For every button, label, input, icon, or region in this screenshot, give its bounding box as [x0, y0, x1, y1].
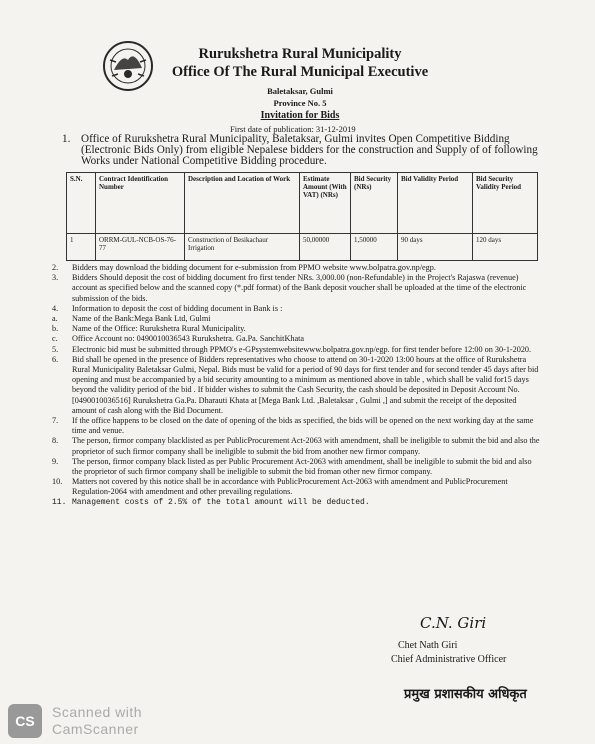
col-estimate: Estimate Amount (With VAT) (NRs): [300, 173, 351, 234]
province: Province No. 5: [273, 98, 327, 108]
col-contract-id: Contract Identification Number: [96, 173, 185, 234]
item-text: Electronic bid must be submitted through PPMO's e-GPsystemwebsitewww.bolpatra.gov.np/egp. for first tender before 12:00 on 30-1-2020.: [72, 344, 532, 354]
col-sn: S.N.: [67, 173, 96, 234]
camscanner-logo-icon: CS: [8, 704, 42, 738]
intro-paragraph: [62, 134, 542, 167]
list-item: [52, 324, 542, 334]
table-cell: 50,00000: [300, 234, 351, 261]
item-number: 8.: [52, 436, 59, 446]
col-description: Description and Location of Work: [185, 173, 300, 234]
item-number: 6.: [52, 354, 59, 364]
item-text: Name of the Bank:Mega Bank Ltd, Gulmi: [72, 314, 211, 324]
list-item: [52, 477, 542, 497]
item-number: 11.: [52, 497, 67, 507]
office-title: Office Of The Rural Municipal Executive: [171, 64, 429, 80]
table-cell: 90 days: [398, 234, 473, 261]
item-text: Bidders may download the bidding document for e-submission from PPMO website www.bolpatra.gov.np/egp.: [72, 263, 436, 272]
intro-text: Office of Rurukshetra Rural Municipality, Baletaksar, Gulmi invites Open Competitive Bidding (Electronic Bids Only) from eligible Nepalese bidders for the construction and Supply of of following Works under National Competitive Bidding procedure.: [81, 133, 538, 167]
item-text: Matters not covered by this notice shall be in accordance with PublicProcurement Act-2063 with amendment and PublicProcurement Regulation-2064 with amendment and other prevailing regulations.: [72, 477, 508, 497]
signatory-title: Chief Administrative Officer: [391, 654, 507, 665]
item-text: Management costs of 2.5% of the total amount will be deducted.: [72, 497, 370, 507]
list-item: [52, 263, 542, 273]
item-number: b.: [52, 324, 59, 334]
col-bid-security: Bid Security (NRs): [351, 173, 398, 234]
address: Baletaksar, Gulmi: [267, 86, 333, 96]
item-text: Information to deposit the cost of bidding document in Bank is :: [72, 303, 283, 313]
table-row: [67, 234, 538, 261]
item-number: 3.: [52, 273, 59, 283]
item-number: 2.: [52, 263, 59, 272]
item-number: 4.: [52, 303, 59, 313]
list-item: [52, 345, 542, 355]
item-text: Bid shall be opened in the presence of Bidders representatives who choose to attend on 30-1-2020 13:00 hours at the office of Rurukshetra Rural Municipality Baletaksar Gulmi, Nepal. Bids must be valid for a period of 90 days for first tender and for second tender 45 days after bid opening and must be accompanied by a bid security amounting to a minimum as mentioned above in table , which shall be valid for15 days beyond the validity period of the bid . If bidder wishes to submit the Cash Security, the cash should be deposited in Deposit Account No.[0490010036516] Rurukshetra Ga.Pa. Dharauti Khata at [Mega Bank Ltd. ,Baletaksar , Gulmi ,] and submit the receipt of the deposited amount of cash along with the Bid Document.: [72, 354, 539, 415]
camscanner-watermark: [8, 700, 168, 740]
list-item: [52, 334, 542, 344]
publication-date: First date of publication: 31-12-2019: [230, 124, 356, 134]
table-cell: 1: [67, 234, 96, 261]
table-cell: 120 days: [473, 234, 538, 261]
list-item: [52, 416, 542, 436]
item-number: 9.: [52, 456, 59, 466]
municipality-emblem-icon: [102, 40, 154, 92]
item-text: The person, firmor company black listed as per Public Procurement Act-2063 with amendment, shall be ineligible to submit the bid and also the proprietor of such firmor company shall be ineligible to submit the bid froman other new firmor company.: [72, 456, 532, 477]
handwritten-signature: C.N. Giri: [420, 614, 487, 632]
list-item: [52, 273, 542, 304]
official-stamp: प्रमुख प्रशासकीय अधिकृत: [404, 687, 527, 702]
table-header-row: [67, 173, 538, 234]
table-cell: 1,50000: [351, 234, 398, 261]
item-number: c.: [52, 334, 58, 344]
item-text: Bidders Should deposit the cost of bidding document fro first tender NRs. 3,000.00 (non-Refundable) in the Project's Rajaswa (revenue) account as specified below and the scanned copy (*.pdf format) of the Bank deposit voucher shall be uploaded at the time of the electronic submission of the bids.: [72, 273, 527, 303]
item-text: If the office happens to be closed on the date of opening of the bids as specified, the bids will be opened on the next working day at the same time and venue.: [72, 416, 534, 436]
item-number: 7.: [52, 416, 59, 426]
list-item: [52, 498, 542, 508]
table-cell: ORRM-GUL-NCB-OS-76-77: [96, 234, 185, 261]
table-cell: Construction of Besikachaur Irrigation: [185, 234, 300, 261]
col-bid-validity: Bid Validity Period: [398, 173, 473, 234]
list-item: [52, 304, 542, 314]
list-item: [52, 314, 542, 324]
item-text: Office Account no: 0490010036543 Rurukshetra. Ga.Pa. SanchitKhata: [72, 334, 305, 344]
works-table: [66, 172, 538, 261]
conditions-list: [52, 263, 542, 508]
col-security-validity: Bid Security Validity Period: [473, 173, 538, 234]
item-text: Name of the Office: Rurukshetra Rural Municipality.: [72, 324, 246, 334]
list-item: [52, 436, 542, 456]
watermark-line-2: CamScanner: [52, 721, 139, 737]
watermark-line-1: Scanned with: [52, 704, 143, 720]
list-item: [52, 457, 542, 477]
municipality-title: Rurukshetra Rural Municipality: [198, 46, 402, 62]
intro-number: 1.: [62, 133, 71, 145]
notice-heading: Invitation for Bids: [260, 110, 340, 121]
item-number: 5.: [52, 344, 59, 354]
item-number: a.: [52, 314, 58, 324]
item-text: The person, firmor company blacklisted as per PublicProcurement Act-2063 with amendment, shall be ineligible to submit the bid and also the proprietor of such firmor company shall be ineligible to submit the bid from another new firmor company.: [72, 436, 540, 456]
item-number: 10.: [52, 477, 63, 487]
list-item: [52, 355, 542, 416]
signatory-name: Chet Nath Giri: [398, 640, 458, 651]
